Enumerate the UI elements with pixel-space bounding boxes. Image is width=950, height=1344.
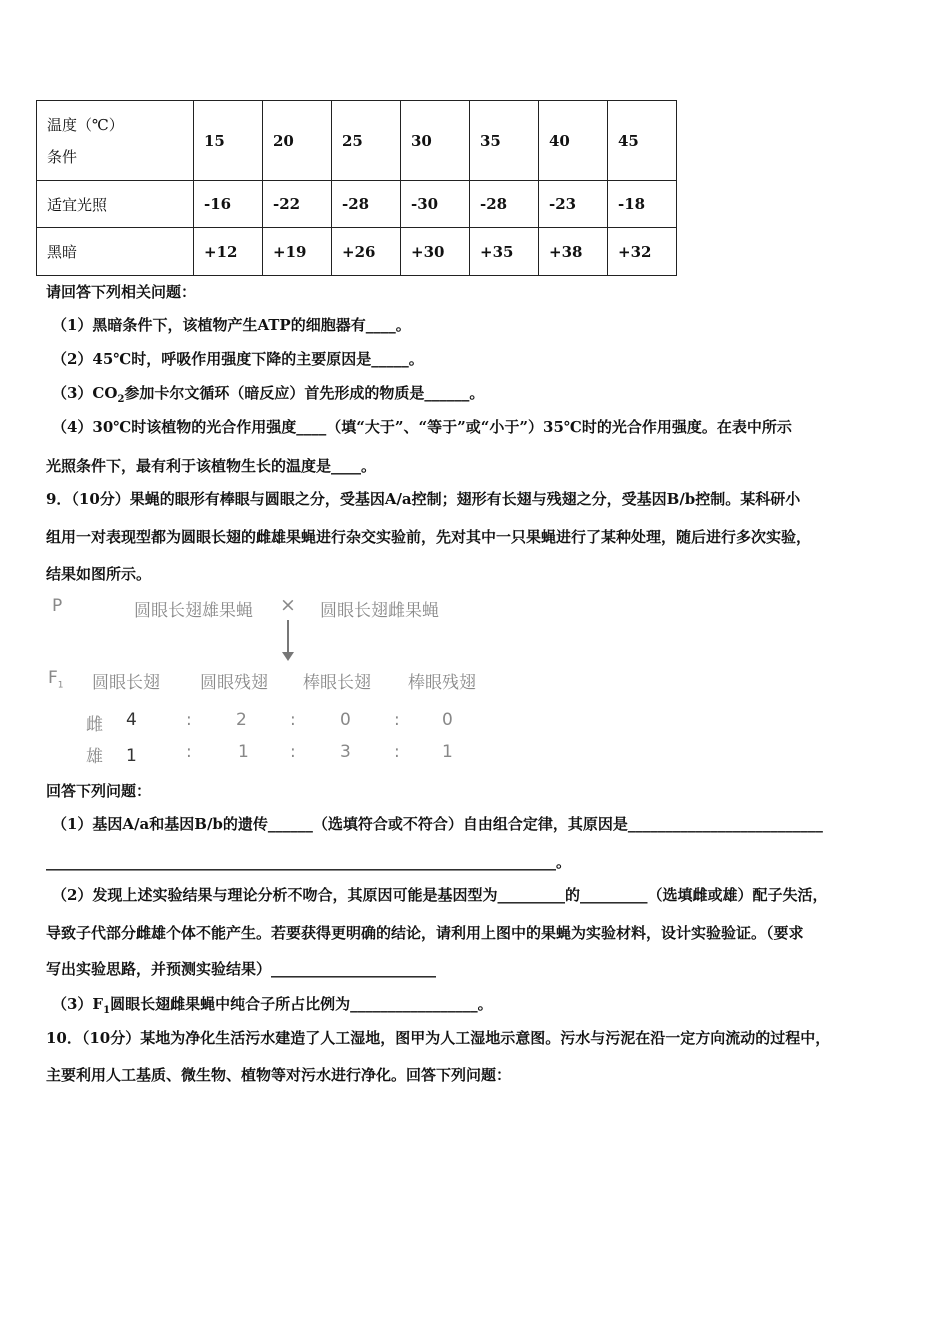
fig-ratio-value: 1 bbox=[442, 742, 453, 762]
temp-cell: 15 bbox=[194, 101, 263, 181]
q8-part2: （2）45℃时，呼吸作用强度下降的主要原因是_____。 bbox=[52, 350, 424, 368]
temperature-table bbox=[36, 100, 677, 276]
q8-part3-a: （3）CO bbox=[52, 384, 118, 402]
fig-ratio-sep: : bbox=[186, 742, 192, 762]
temp-cell: 35 bbox=[470, 101, 539, 181]
q8-part4-line2: 光照条件下，最有利于该植物生长的温度是____。 bbox=[46, 457, 377, 475]
fig-ratio-value: 3 bbox=[340, 742, 351, 762]
temp-cell: 20 bbox=[263, 101, 332, 181]
value-cell: +19 bbox=[263, 228, 332, 276]
table-header-row bbox=[37, 101, 677, 181]
q9-line3: 结果如图所示。 bbox=[46, 565, 152, 583]
fig-p-female: 圆眼长翅雌果蝇 bbox=[320, 601, 439, 621]
value-cell: -16 bbox=[194, 181, 263, 228]
fig-ratio-sep: : bbox=[186, 710, 192, 730]
value-cell: -28 bbox=[470, 181, 539, 228]
fig-ratio-sep: : bbox=[290, 710, 296, 730]
value-cell: -30 bbox=[401, 181, 470, 228]
value-cell: +26 bbox=[332, 228, 401, 276]
value-cell: +38 bbox=[539, 228, 608, 276]
q8-part3-b: 参加卡尔文循环（暗反应）首先形成的物质是______。 bbox=[124, 384, 485, 402]
fig-male-label: 雄 bbox=[86, 747, 103, 767]
value-cell: -22 bbox=[263, 181, 332, 228]
fig-phenotype: 圆眼残翅 bbox=[200, 673, 268, 693]
q9-line1: 9．（10分）果蝇的眼形有棒眼与圆眼之分，受基因A/a控制；翅形有长翅与残翅之分，受基因B/b控制。某科研小 bbox=[46, 490, 801, 508]
fig-cross: × bbox=[280, 594, 296, 616]
q8-part3-sub: 2 bbox=[117, 394, 125, 405]
header-cond-label: 条件 bbox=[47, 147, 78, 166]
fig-p-label: P bbox=[52, 596, 63, 616]
fig-phenotype: 棒眼残翅 bbox=[408, 673, 476, 693]
q9-line2: 组用一对表现型都为圆眼长翅的雌雄果蝇进行杂交实验前，先对其中一只果蝇进行了某种处理，随后进行多次实验， bbox=[46, 528, 812, 546]
fig-ratio-sep: : bbox=[394, 710, 400, 730]
row-label: 适宜光照 bbox=[37, 181, 194, 228]
fig-ratio-sep: : bbox=[394, 742, 400, 762]
q8-part1: （1）黑暗条件下，该植物产生ATP的细胞器有____。 bbox=[52, 316, 411, 334]
q9-part1-line1: （1）基因A/a和基因B/b的遗传______（选填符合或不符合）自由组合定律，其原因是__________________________ bbox=[52, 815, 823, 833]
q9-part3-a: （3）F bbox=[52, 995, 104, 1013]
table-row-dark bbox=[37, 228, 677, 276]
row-label: 黑暗 bbox=[37, 228, 194, 276]
q9-part2-line2: 导致子代部分雌雄个体不能产生。若要获得更明确的结论，请利用上图中的果蝇为实验材料，设计实验验证。（要求 bbox=[46, 924, 804, 942]
fig-ratio-value: 1 bbox=[238, 742, 249, 762]
header-temp-label: 温度（℃） bbox=[47, 115, 124, 134]
q9-part1-line2: ____________________________________________________________________。 bbox=[46, 853, 572, 871]
fig-female-label: 雌 bbox=[86, 715, 103, 735]
cross-arrow-icon bbox=[287, 620, 289, 656]
table-header-cell bbox=[37, 101, 194, 181]
q9-part3 bbox=[52, 993, 493, 1016]
value-cell: +30 bbox=[401, 228, 470, 276]
arrowhead-icon bbox=[282, 652, 294, 661]
fig-p-male: 圆眼长翅雄果蝇 bbox=[134, 601, 253, 621]
q9-part2-line3: 写出实验思路，并预测实验结果）______________________ bbox=[46, 960, 437, 978]
q8-part4-line1: （4）30℃时该植物的光合作用强度____（填“大于”、“等于”或“小于”）35℃时的光合作用强度。在表中所示 bbox=[52, 418, 792, 436]
q9-part3-sub: 1 bbox=[103, 1005, 111, 1016]
fig-f1-letter: F bbox=[48, 668, 58, 688]
fig-ratio-value: 0 bbox=[340, 710, 351, 730]
fig-f1-label bbox=[48, 668, 64, 690]
q10-line1: 10．（10分）某地为净化生活污水建造了人工湿地，图甲为人工湿地示意图。污水与污泥在沿一定方向流动的过程中， bbox=[46, 1029, 831, 1047]
fig-phenotype: 圆眼长翅 bbox=[92, 673, 160, 693]
value-cell: +12 bbox=[194, 228, 263, 276]
fig-f1-sub: 1 bbox=[57, 680, 64, 691]
value-cell: -18 bbox=[608, 181, 677, 228]
q10-line2: 主要利用人工基质、微生物、植物等对污水进行净化。回答下列问题： bbox=[46, 1066, 512, 1084]
value-cell: -28 bbox=[332, 181, 401, 228]
q9-part2-line1: （2）发现上述实验结果与理论分析不吻合，其原因可能是基因型为_________的_________（选填雌或雄）配子失活， bbox=[52, 886, 828, 904]
fig-ratio-value: 1 bbox=[126, 746, 137, 766]
q9-answer-intro: 回答下列问题： bbox=[46, 782, 152, 800]
q8-part3 bbox=[52, 382, 484, 405]
fig-ratio-value: 0 bbox=[442, 710, 453, 730]
temp-cell: 45 bbox=[608, 101, 677, 181]
value-cell: +35 bbox=[470, 228, 539, 276]
temp-cell: 40 bbox=[539, 101, 608, 181]
q9-part3-b: 圆眼长翅雌果蝇中纯合子所占比例为_________________。 bbox=[110, 995, 493, 1013]
q8-intro: 请回答下列相关问题： bbox=[46, 283, 197, 301]
table-row-light bbox=[37, 181, 677, 228]
fig-ratio-value: 2 bbox=[236, 710, 247, 730]
value-cell: +32 bbox=[608, 228, 677, 276]
fig-ratio-value: 4 bbox=[126, 710, 137, 730]
temp-cell: 30 bbox=[401, 101, 470, 181]
cross-figure bbox=[44, 592, 504, 772]
fig-ratio-sep: : bbox=[290, 742, 296, 762]
value-cell: -23 bbox=[539, 181, 608, 228]
fig-phenotype: 棒眼长翅 bbox=[303, 673, 371, 693]
temp-cell: 25 bbox=[332, 101, 401, 181]
